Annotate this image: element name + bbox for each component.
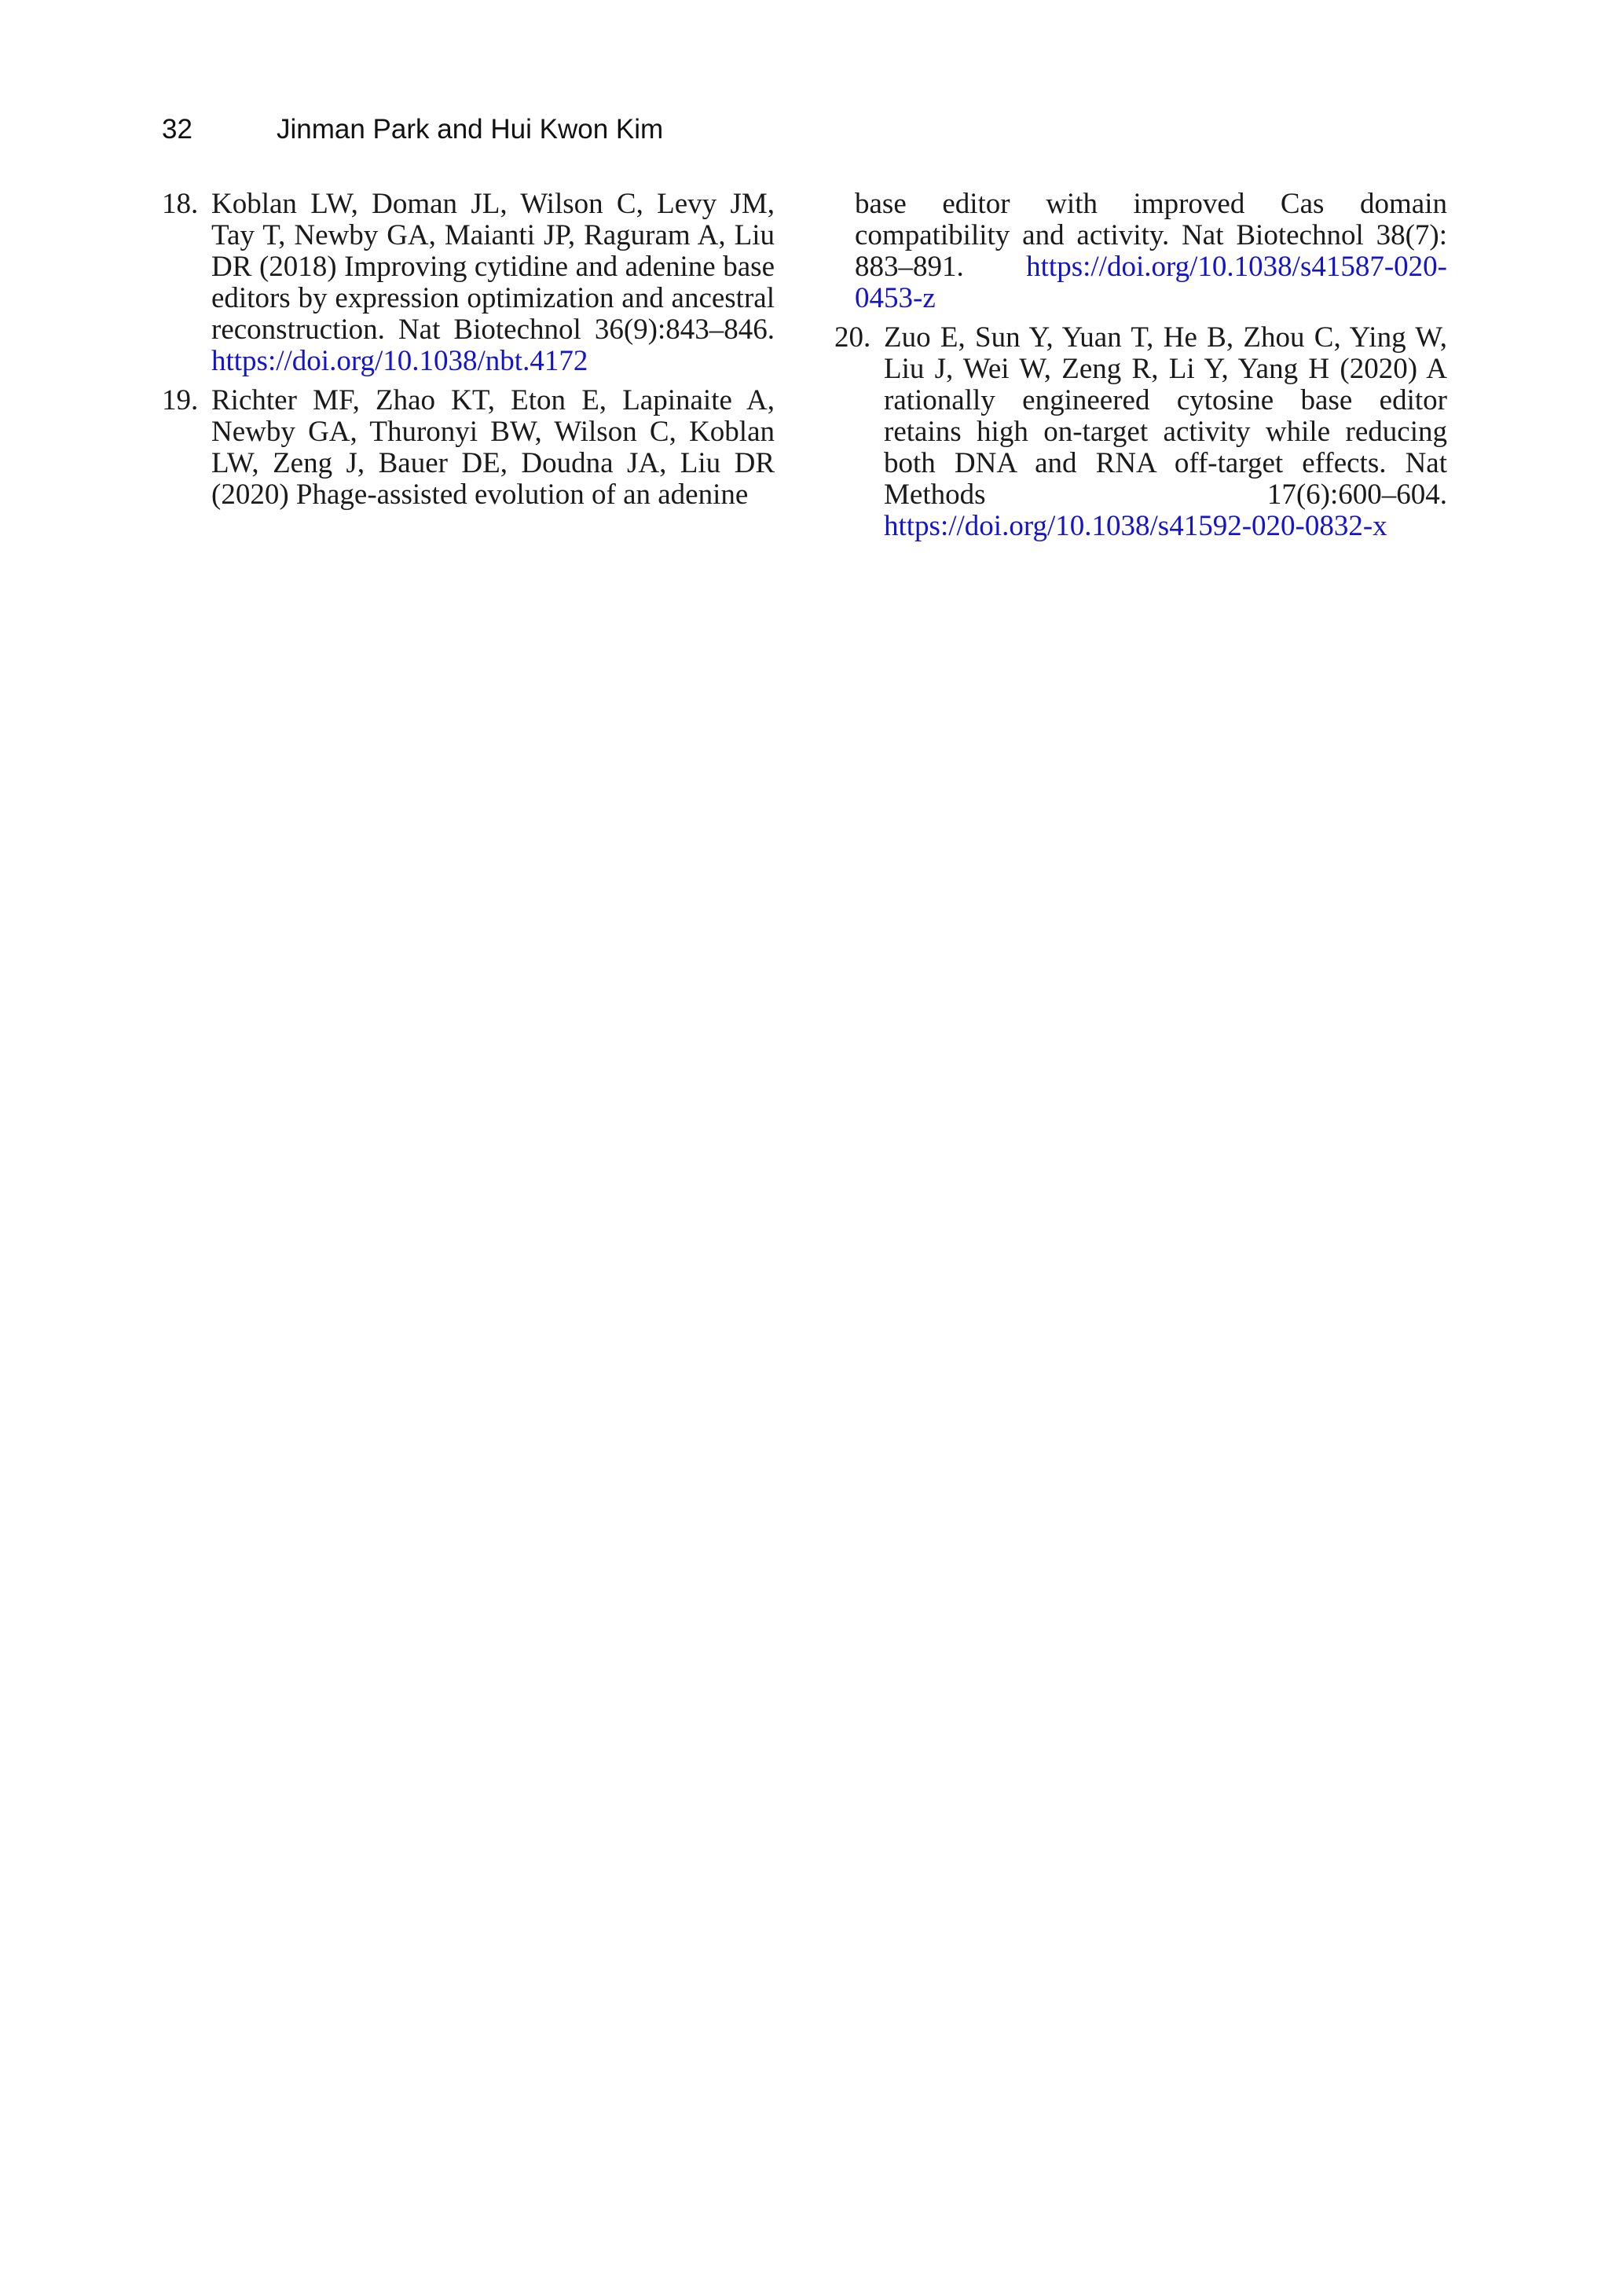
reference-column-right xyxy=(834,189,1447,550)
reference-text: base editor with improved Cas domain compatibility and activity. Nat Biotechnol 38(7): 883–891. xyxy=(855,188,1447,283)
doi-link[interactable]: https://doi.org/10.1038/s41587-020-0453-z xyxy=(855,251,1447,314)
reference-text: Koblan LW, Doman JL, Wilson C, Levy JM, Tay T, Newby GA, Maianti JP, Raguram A, Liu DR (2018) Improving cytidine and adenine base editors by expression optimization and ancestral reconstruction. Nat Biotechnol 36(9):843–846. xyxy=(211,188,775,346)
running-head xyxy=(162,110,663,149)
reference-number: 19. xyxy=(162,384,199,416)
doi-link[interactable]: https://doi.org/10.1038/s41592-020-0832-x xyxy=(884,510,1387,542)
doi-link[interactable]: https://doi.org/10.1038/nbt.4172 xyxy=(211,345,588,377)
reference-19-continued xyxy=(834,189,1447,314)
reference-column-left xyxy=(162,189,775,550)
page-number: 32 xyxy=(162,114,192,145)
reference-text: Zuo E, Sun Y, Yuan T, He B, Zhou C, Ying W, Liu J, Wei W, Zeng R, Li Y, Yang H (2020) A rationally engineered cytosine base editor retains high on-target activity while reducing both DNA and RNA off-target effects. Nat Methods 17(6):600–604. xyxy=(884,321,1447,511)
reference-19 xyxy=(162,385,775,511)
reference-number: 20. xyxy=(834,321,871,354)
reference-number: 18. xyxy=(162,188,199,220)
reference-20 xyxy=(834,322,1447,542)
running-head-authors: Jinman Park and Hui Kwon Kim xyxy=(277,114,664,145)
reference-list xyxy=(162,189,1447,550)
reference-18 xyxy=(162,189,775,377)
reference-text: Richter MF, Zhao KT, Eton E, Lapinaite A, Newby GA, Thuronyi BW, Wilson C, Koblan LW, Zeng J, Bauer DE, Doudna JA, Liu DR (2020) Phage-assisted evolution of an adenine xyxy=(211,384,775,511)
